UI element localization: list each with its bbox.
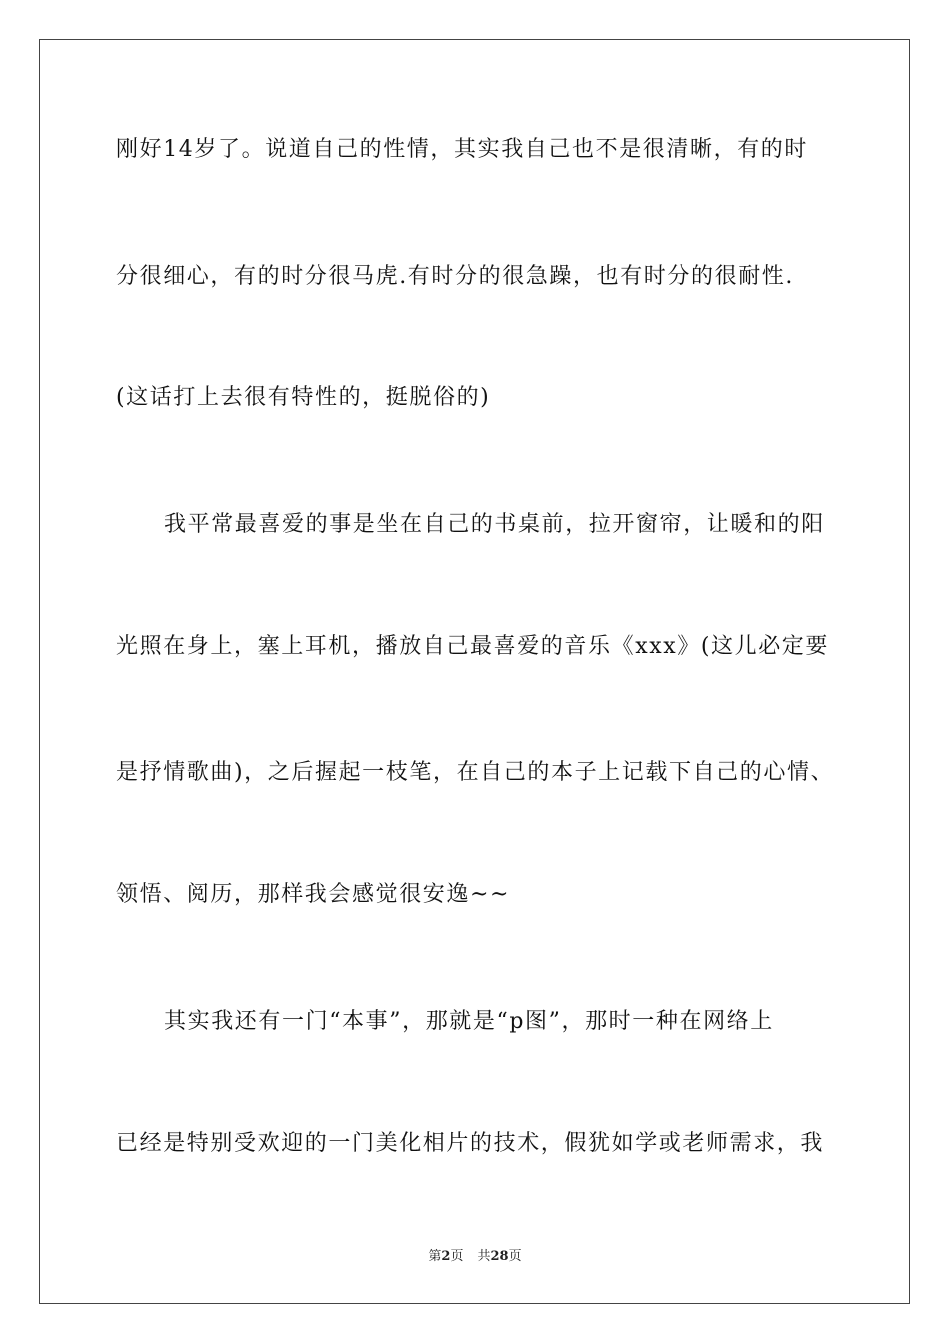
footer-page-suffix: 页	[450, 1249, 464, 1264]
footer-total-suffix: 页	[508, 1249, 522, 1264]
footer-page-number: 2	[441, 1249, 451, 1264]
footer-page-prefix: 第	[428, 1249, 442, 1264]
text-line-4: 我平常最喜爱的事是坐在自己的书桌前，拉开窗帘，让暖和的阳	[164, 512, 825, 537]
text-line-7: 领悟、阅历，那样我会感觉很安逸~~	[116, 882, 511, 907]
text-line-5: 光照在身上，塞上耳机，播放自己最喜爱的音乐《xxx》(这儿必定要	[116, 634, 830, 659]
text-line-6: 是抒情歌曲)，之后握起一枝笔，在自己的本子上记载下自己的心情、	[116, 760, 835, 785]
text-line-8: 其实我还有一门“本事”，那就是“p图”，那时一种在网络上	[164, 1009, 774, 1034]
footer-total-prefix: 共	[477, 1249, 491, 1264]
footer-total-pages: 28	[490, 1249, 509, 1264]
text-line-2: 分很细心，有的时分很马虎.有时分的很急躁，也有时分的很耐性.	[116, 264, 794, 289]
page-footer	[0, 1247, 950, 1267]
page-border	[39, 39, 910, 1304]
text-line-9: 已经是特别受欢迎的一门美化相片的技术，假犹如学或老师需求，我	[116, 1131, 825, 1156]
text-line-1: 刚好14岁了。说道自己的性情，其实我自己也不是很清晰，有的时	[116, 137, 808, 162]
text-line-3: (这话打上去很有特性的，挺脱俗的)	[116, 385, 491, 410]
